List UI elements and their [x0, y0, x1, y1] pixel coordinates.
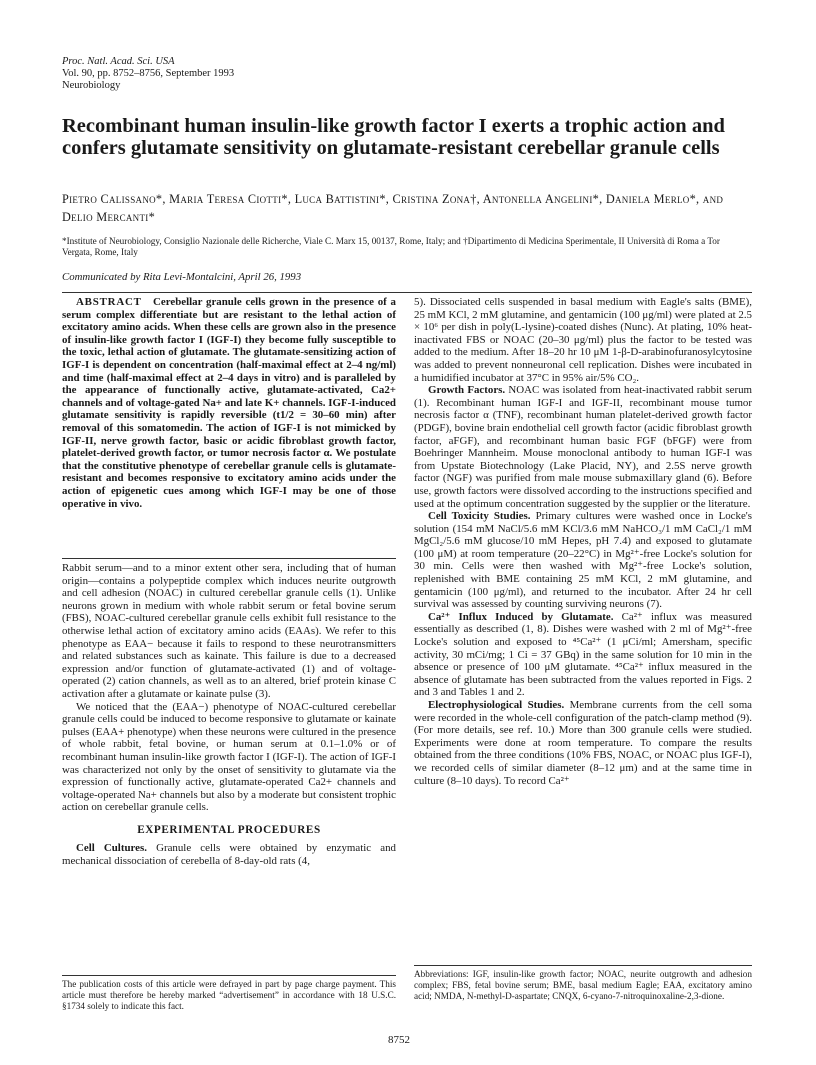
publication-cost-footnote: The publication costs of this article were defrayed in part by page charge payment. This article must therefore be hereby marked “advertisement” in accordance with 18 U.S.C. §1734 solely to indicate this fact.	[62, 979, 396, 1011]
cell-toxicity-text: Primary cultures were washed once in Locke's solution (154 mM NaCl/5.6 mM KCl/3.6 mM NaHCO₃/1 mM CaCl₂/1 mM MgCl₂/5.6 mM glucose/10 mM Hepes, pH 7.4) and exposed to glutamate (100 μM) at room temperature (20–22°C) in Mg²⁺-free Locke's solution for 30 min. Cells were then washed with Mg²⁺-free Locke's solution, replenished with BME containing 25 mM KCl, 2 mM glutamine, and gentamicin (100 μg/ml), and returned to the incubator. After 24 hr cell survival was assessed by counting surviving neurons (7).	[414, 510, 752, 611]
cell-toxicity-paragraph	[414, 510, 752, 611]
abstract-text: Cerebellar granule cells grown in the presence of a serum complex differentiate but are resistant to the lethal action of excitatory amino acids. When these cells are grown also in the presence of insulin-like growth factor I (IGF-I) they become fully susceptible to the toxic, lethal action of glutamate. The glutamate-sensitizing action of IGF-I is dependent on concentration (half-maximal effect at 2–4 ng/ml) and time (half-maximal effect at 2–4 days in vitro) and is paralleled by the appearance of functionally active, glutamate-activated, Ca2+ channels and of voltage-gated Na+ and late K+ channels. IGF-I-induced glutamate sensitivity is rapidly reversible (t1/2 = 30–60 min) after removal of this somatomedin. The action of IGF-I is not mimicked by IGF-II, nerve growth factor, basic or acidic fibroblast growth factor, platelet-derived growth factor, or tumor necrosis factor α. We postulate that the constitutive phenotype of cerebellar granule cells is glutamate-resistant and becomes responsive to excitatory amino acids under the action of epigenetic cues among which IGF-I may be one of those operative in vivo.	[62, 296, 396, 510]
growth-factors-paragraph	[414, 384, 752, 510]
abstract-label: ABSTRACT	[76, 296, 142, 308]
electrophysiology-paragraph	[414, 699, 752, 787]
abstract	[62, 296, 396, 510]
intro-paragraph-1: Rabbit serum—and to a minor extent other sera, including that of human origin—contains a polypeptide complex which induces neurite outgrowth and cell adhesion (NOAC) in cultured cerebellar granule cells (1). Unlike neurons grown in medium with whole rabbit serum or fetal bovine serum (FBS), NOAC-cultured cerebellar granule cells exhibit full resistance to the otherwise lethal action of excitatory amino acids (EAAs). We refer to this phenotype as EAA− because it fails to respond to these neurotransmitters and related substances such as kainate. This failure is due to a decreased expression and/or function of glutamate-activated (1) and of voltage-operated (2) cation channels, as well as to an altered, brief protein kinase C activation after a glutamate or kainate pulse (3).	[62, 562, 396, 700]
cell-cultures-text: Granule cells were obtained by enzymatic and mechanical dissociation of cerebella of 8-day-old rats (4,	[62, 842, 396, 868]
electrophysiology-text: Membrane currents from the cell soma were recorded in the whole-cell configuration of the patch-clamp method (9). (For more details, see ref. 10.) More than 300 granule cells were studied. Experiments were done at room temperature. To compare the results obtained from the three conditions (10% FBS, NOAC, or NOAC plus IGF-I), we recorded cells of similar diameter (8–12 μm) and at the same time in culture (8–10 days). To record Ca²⁺	[414, 699, 753, 787]
calcium-influx-paragraph	[414, 611, 752, 699]
journal-volume: Vol. 90, pp. 8752–8756, September 1993	[62, 68, 235, 79]
footnote-rule-right	[414, 965, 752, 966]
footnote-rule-left	[62, 975, 396, 976]
cell-culture-continued: 5). Dissociated cells suspended in basal medium with Eagle's salts (BME), 25 mM KCl, 2 mM glutamine, and gentamicin (100 μg/ml) were plated at 2.5 × 10⁶ per dish in poly(L-lysine)-coated dishes (Nunc). At plating, 10% heat-inactivated FBS or NOAC (20–30 μg/ml) plus the factor to be tested was added to the medium. After 18–20 hr 10 μM 1-β-D-arabinofuranosylcytosine was added to prevent nonneuronal cell replication. Dishes were incubated in a humidified incubator at 37°C in 95% air/5% CO₂.	[414, 296, 752, 384]
page-number: 8752	[388, 1034, 410, 1046]
growth-factors-text: NOAC was isolated from heat-inactivated rabbit serum (1). Recombinant human IGF-I and IGF-II, recombinant mouse tumor necrosis factor α (TNF), recombinant human platelet-derived growth factor (PDGF), bovine brain endothelial cell growth factor (acidic fibroblast growth factor, aFGF), and recombinant human basic FGF (bFGF) were from Boehringer Mannheim. Mouse monoclonal antibody to human IGF-I was from Upstate Biotechnology (Lake Placid, NY), and 2.5S nerve growth factor (NGF) was purified from male mouse submaxillary gland (6). Before use, growth factors were dissolved according to the instructions specified and used at the optimum concentration suggested by the supplier or the literature.	[414, 384, 753, 510]
intro-column	[62, 562, 396, 868]
electrophysiology-head: Electrophysiological Studies.	[428, 699, 565, 711]
left-column	[62, 296, 396, 510]
journal-header	[62, 56, 234, 92]
section-heading-experimental-procedures: EXPERIMENTAL PROCEDURES	[137, 823, 321, 836]
cell-cultures-paragraph	[62, 842, 396, 867]
right-column	[414, 296, 752, 787]
header-rule	[62, 292, 752, 293]
abbreviations-footnote: Abbreviations: IGF, insulin-like growth factor; NOAC, neurite outgrowth and adhesion complex; FBS, fetal bovine serum; BME, basal medium Eagle; EAA, excitatory amino acid; NMDA, N-methyl-D-aspartate; CNQX, 6-cyano-7-nitroquinoxaline-2,3-dione.	[414, 969, 752, 1001]
communicated-by: Communicated by Rita Levi-Montalcini, April 26, 1993	[62, 271, 302, 283]
affiliations: *Institute of Neurobiology, Consiglio Nazionale delle Richerche, Viale C. Marx 15, 00137, Rome, Italy; and †Dipartimento di Medicina Sperimentale, II Università di Roma a Tor Vergata, Rome, Italy	[62, 236, 720, 257]
cell-cultures-head: Cell Cultures.	[76, 842, 147, 855]
author-list: Pietro Calissano*, Maria Teresa Ciotti*, Luca Battistini*, Cristina Zona†, Antonella Angelini*, Daniela Merlo*, and Delio Mercanti*	[62, 192, 724, 224]
journal-name: Proc. Natl. Acad. Sci. USA	[62, 56, 175, 67]
growth-factors-head: Growth Factors.	[428, 384, 506, 397]
cell-toxicity-head: Cell Toxicity Studies.	[428, 510, 531, 523]
calcium-influx-head: Ca²⁺ Influx Induced by Glutamate.	[428, 610, 614, 623]
journal-section: Neurobiology	[62, 80, 121, 91]
article-title: Recombinant human insulin-like growth factor I exerts a trophic action and confers glutamate sensitivity on glutamate-resistant cerebellar granule cells	[62, 115, 725, 159]
intro-paragraph-2: We noticed that the (EAA−) phenotype of NOAC-cultured cerebellar granule cells could be induced to become responsive to glutamate or kainate pulses (EAA+ phenotype) when these neurons were cultured in the presence of whole rabbit, fetal bovine, or human serum at 0.1–1.0% or of recombinant human insulin-like growth factor I (IGF-I). The action of IGF-I was characterized not only by the onset of sensitivity to glutamate via the expression of functionally active, glutamate-operated Ca2+ channels and voltage-operated Na+ channels but also by a moderate but consistent trophic action on cerebellar granule cells.	[62, 700, 396, 814]
abstract-rule	[62, 558, 396, 559]
calcium-influx-text: Ca²⁺ influx was measured essentially as described (1, 8). Dishes were washed with 2 ml of Mg²⁺-free Locke's solution and exposed to ⁴⁵Ca²⁺ (1 μCi/ml; Amersham, specific activity, 30 mCi/mg; 1 Ci = 37 GBq) in the same solution for 10 min in the absence or presence of 100 μM glutamate. ⁴⁵Ca²⁺ influx measured in the absence of glutamate has been subtracted from the values reported in Figs. 2 and 3 and Tables 1 and 2.	[414, 610, 752, 699]
